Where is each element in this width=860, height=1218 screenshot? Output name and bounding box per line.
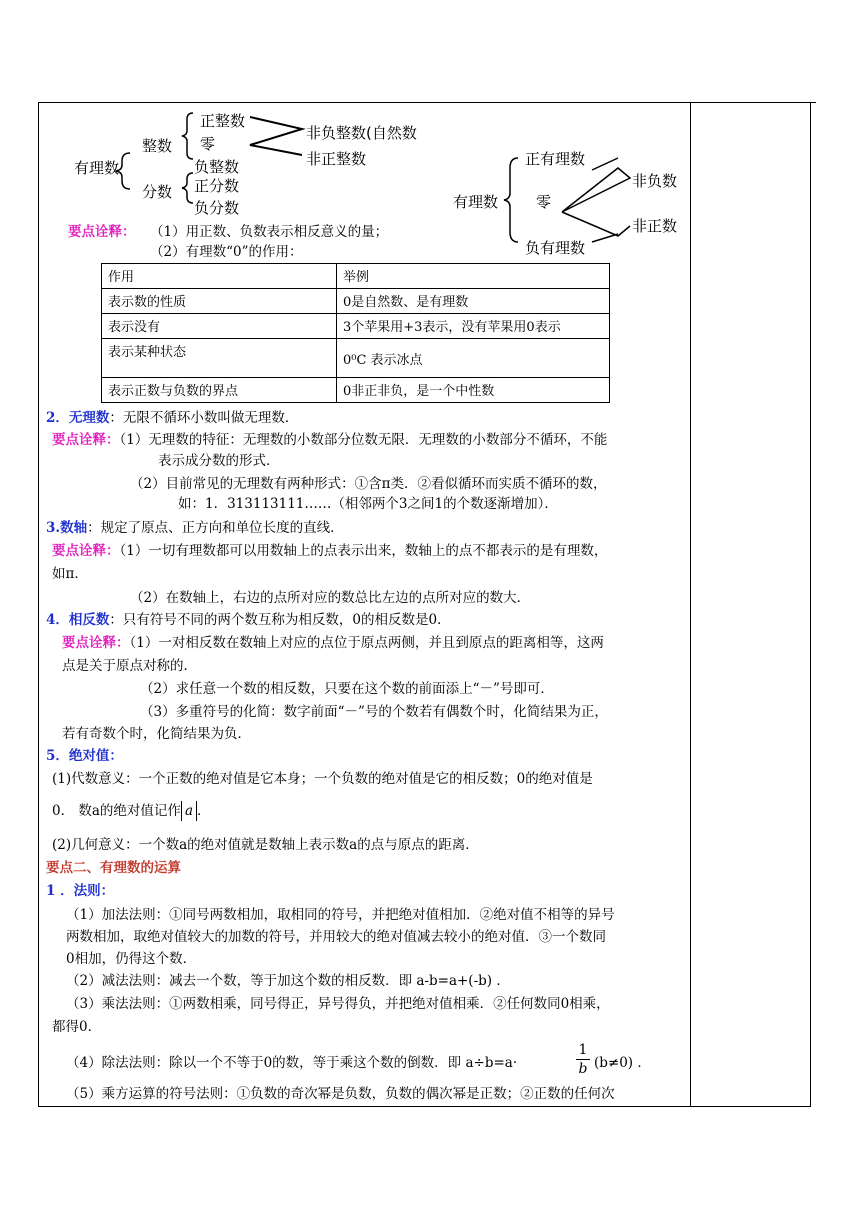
add-rule-a: （1）加法法则：①同号两数相加，取相同的符号，并把绝对值相加．②绝对值不相等的异号: [66, 907, 615, 923]
frame-bottom-line: [38, 1106, 811, 1107]
mul-rule-a: （3）乘法法则：①两数相乘，同号得正，异号得负，并把绝对值相乘．②任何数同0相乘，: [66, 996, 610, 1012]
s4-key-label: 要点诠释：: [62, 635, 130, 651]
part2-title: 要点二、有理数的运算: [46, 860, 181, 876]
s3-point1a: （1）一切有理数都可以用数轴上的点表示出来，数轴上的点不都表示的是有理数，: [119, 543, 608, 559]
table-header-row: [102, 264, 610, 289]
s2-key-label: 要点诠释：: [52, 432, 120, 448]
tree1-zero: 零: [200, 135, 216, 153]
s3-key-label: 要点诠释：: [52, 543, 120, 559]
add-rule-b: 两数相加，取绝对值较大的加数的符号，并用较大的绝对值减去较小的绝对值．③一个数同: [66, 929, 606, 945]
tree1-positive-fraction: 正分数: [194, 177, 240, 195]
s5-colon: ：: [109, 748, 123, 764]
s2-point1b: 表示成分数的形式．: [158, 453, 280, 469]
s4-number: 4．: [46, 612, 69, 628]
div-rule-line: [66, 1053, 517, 1073]
fraction-denominator: b: [578, 1061, 588, 1077]
s2-heading: [46, 408, 298, 428]
table-cell: 0⁰C 表示冰点: [337, 339, 610, 378]
abs-a-letter: a: [184, 803, 193, 819]
tree1-fraction: 分数: [142, 183, 173, 201]
tree1-nonnegative-integer: 非负整数(自然数: [306, 124, 417, 142]
tree2-root: 有理数: [453, 193, 499, 211]
part2-subtitle: 1 ．法则：: [46, 883, 115, 899]
tree2-nonpositive: 非正数: [632, 217, 678, 235]
s2-point2a: （2）目前常见的无理数有两种形式：①含π类．②看似循环而实质不循环的数，: [130, 476, 607, 492]
table-cell: 表示某种状态: [102, 339, 337, 378]
table-row: [102, 314, 610, 339]
s4-point1b: 点是关于原点对称的．: [62, 658, 197, 674]
frame-right-line: [810, 102, 811, 1107]
s1-point2: （2）有理数“0”的作用：: [150, 244, 303, 260]
frame-divider-line: [690, 102, 691, 1107]
tree1-integer: 整数: [142, 137, 173, 155]
mul-rule-b: 都得0．: [52, 1019, 102, 1035]
table-cell: 3个苹果用+3表示，没有苹果用0表示: [337, 314, 610, 339]
s2-title: 无理数: [68, 410, 110, 426]
table-cell: 表示正数与负数的界点: [102, 378, 337, 403]
s5-title: 绝对值: [68, 748, 110, 764]
table-row: [102, 378, 610, 403]
tree1-nonpositive-integer: 非正整数: [306, 150, 367, 168]
div-rule-b: (b≠0) ．: [594, 1055, 651, 1071]
sub-rule: （2）减法法则：减去一个数，等于加这个数的相反数．即 a-b=a+(-b) ．: [66, 973, 510, 989]
abs-a-notation: [181, 801, 197, 821]
table-cell: 0是自然数、是有理数: [337, 289, 610, 314]
table-row: [102, 339, 610, 378]
fraction-1-over-b: [576, 1041, 590, 1078]
tree2-zero: 零: [536, 193, 552, 211]
s3-title: 数轴: [60, 520, 88, 536]
frame-left-line: [38, 102, 39, 1107]
s2-point1a: （1）无理数的特征：无理数的小数部分位数无限．无理数的小数部分不循环，不能: [119, 432, 608, 448]
s2-definition: ：无限不循环小数叫做无理数．: [109, 410, 299, 426]
table-cell: 0非正非负，是一个中性数: [337, 378, 610, 403]
table-cell: 表示没有: [102, 314, 337, 339]
s2-point2b: 如：1．313113111……（相邻两个3之间1的个数逐渐增加）．: [178, 496, 558, 512]
s4-point3b: 若有奇数个时，化简结果为负．: [62, 726, 251, 742]
s2-note1: [52, 430, 607, 450]
s5-point2: (2)几何意义：一个数a的绝对值就是数轴上表示数a的点与原点的距离．: [52, 837, 479, 853]
s3-heading: [46, 518, 344, 538]
s5-point1b-line: [52, 801, 211, 821]
fraction-numerator: 1: [576, 1041, 590, 1060]
s1-key-label: 要点诠释：: [68, 224, 136, 240]
s3-point2: （2）在数轴上，右边的点所对应的数总比左边的点所对应的数大．: [130, 590, 531, 606]
s5-point1b: 0． 数a的绝对值记作: [52, 803, 181, 819]
div-rule-a: （4）除法法则：除以一个不等于0的数，等于乘这个数的倒数．即 a÷b=a·: [66, 1055, 518, 1071]
table-header-cell: 举例: [337, 264, 610, 289]
table-row: [102, 289, 610, 314]
tree2-positive: 正有理数: [525, 150, 586, 168]
tree1-root: 有理数: [74, 159, 120, 177]
s4-point2: （2）求任意一个数的相反数，只要在这个数的前面添上“－”号即可．: [140, 681, 554, 697]
add-rule-c: 0相加，仍得这个数．: [66, 951, 197, 967]
tree1-negative-integer: 负整数: [194, 158, 240, 176]
table-header-cell: 作用: [102, 264, 337, 289]
tree1-negative-fraction: 负分数: [194, 199, 240, 217]
s3-number: 3.: [46, 520, 61, 536]
s5-point1c: ．: [197, 803, 211, 819]
s5-number: 5．: [46, 748, 69, 764]
s2-number: 2．: [46, 410, 69, 426]
s3-point1b: 如π．: [52, 566, 88, 582]
tree1-positive-integer: 正整数: [200, 112, 246, 130]
s5-heading: [46, 746, 123, 766]
s4-definition: ：只有符号不同的两个数互称为相反数，0的相反数是0．: [109, 612, 451, 628]
table-cell: 表示数的性质: [102, 289, 337, 314]
tree2-negative: 负有理数: [525, 239, 586, 257]
s3-definition: ：规定了原点、正方向和单位长度的直线．: [87, 520, 344, 536]
s3-note1: [52, 541, 607, 561]
s4-heading: [46, 610, 451, 630]
s4-point3a: （3）多重符号的化简：数字前面“－”号的个数若有偶数个时，化简结果为正，: [140, 704, 608, 720]
s5-point1a: (1)代数意义：一个正数的绝对值是它本身；一个负数的绝对值是它的相反数；0的绝对值是: [52, 771, 593, 787]
s1-point1: （1）用正数、负数表示相反意义的量；: [150, 224, 389, 240]
s4-title: 相反数: [68, 612, 110, 628]
pow-rule: （5）乘方运算的符号法则：①负数的奇次幂是负数，负数的偶次幂是正数；②正数的任何次: [66, 1086, 615, 1102]
s4-point1a: （1）一对相反数在数轴上对应的点位于原点两侧，并且到原点的距离相等，这两: [129, 635, 604, 651]
tree2-nonnegative: 非负数: [632, 172, 678, 190]
zero-role-table: [101, 263, 610, 403]
frame-top-line: [38, 102, 816, 103]
s4-note1: [62, 633, 604, 653]
